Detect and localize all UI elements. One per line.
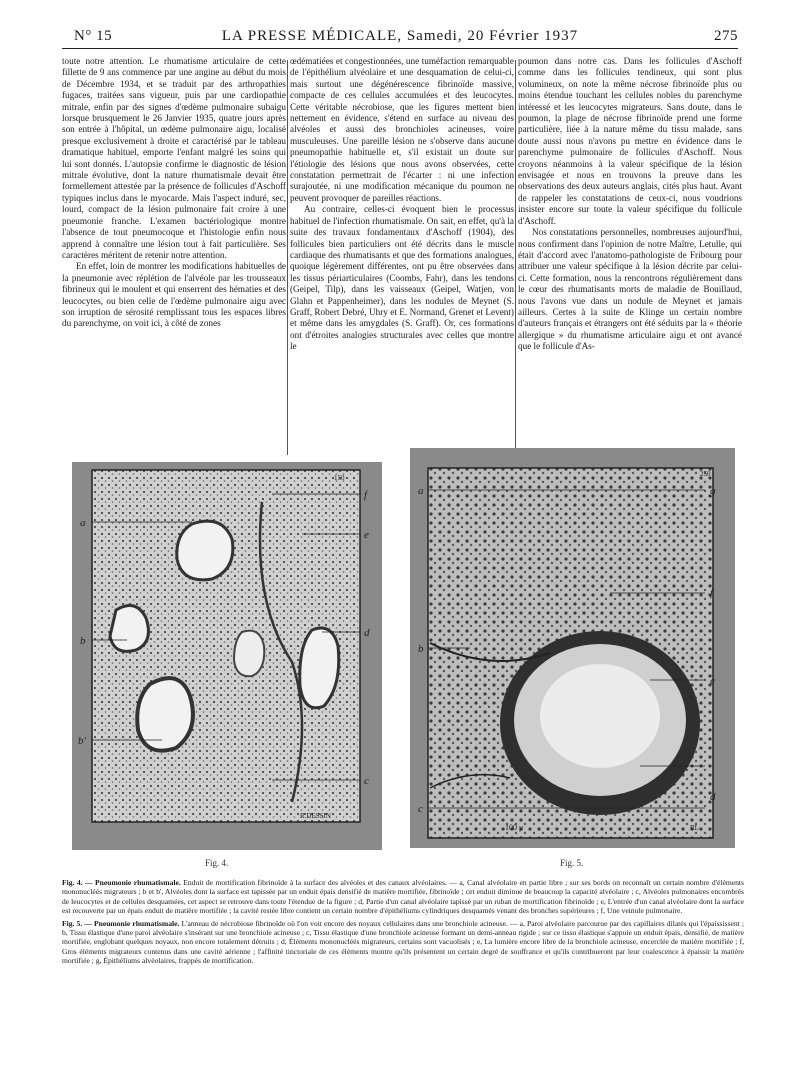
paragraph: En effet, loin de montrer les modifications habituelles de la pneumonie avec réplétion de l'alvéole par les trousseaux fibrineux qui le moulent et qui enserrent des hématies et des leucocytes, ou bien celle de l'œdème pulmonaire aigu avec son irruption de sérosité remplissant tous les espaces libres du parenchyme, on voit ici, à côté de zones (62, 261, 286, 329)
figure-5-scale-note: 100 μ (505, 823, 524, 832)
column-divider (287, 60, 288, 455)
journal-title: LA PRESSE MÉDICALE, Samedi, 20 Février 1937 (221, 28, 579, 44)
text-column-2 (290, 56, 514, 353)
figure-4-letter: a (80, 517, 86, 529)
figure-4-letter: c (364, 775, 369, 787)
figure-5-letter: g (710, 485, 716, 497)
figure-5-signature: RL (690, 824, 699, 832)
figure-4-scale-note: 150 (334, 474, 345, 482)
figure-4-caption-text: Enduit de mortification fibrinoïde à la surface des alvéoles et des canaux alvéolaires. — a, Canal alvéolaire en partie libre ; sur ses bords on reconnaît un certain nombre d'éléments mononucléés migrateurs ; b et b', Alvéoles dont la surface est tapissée par un enduit épais densifié de matière mortifiée, fibrinoïde ; cet enduit diminue de beaucoup la capacité alvéolaire ; c, Alvéoles pulmonaires encombrés de leucocytes et de cellules desquamées, cet aspect se retrouve dans toute l'étendue de la figure ; d, Partie d'un canal alvéolaire tapissé par un ruban de mortification fibrinoïde ; e, L'entrée d'un canal alvéolaire dont la surface est recouverte par un épais enduit de matière mortifiée ; la cavité restée libre contient un certain nombre d'épithéliums cylindriques desquamés venant des bronches supérieures ; f, Une veinule pulmonaire. (62, 878, 744, 916)
figure-captions (62, 878, 744, 969)
header-rule (62, 48, 738, 49)
paragraph: Au contraire, celles-ci évoquent bien le processus habituel de l'infection rhumatismale. On sait, en effet, qu'à la suite des travaux fondamentaux d'Aschoff (1904), des follicules bien particuliers ont été décrits dans le muscle cardiaque des rhumatisants et que des formations analogues, quoique légèrement différentes, ont pu être observées dans les tissus périarticulaires (Coombs, Fahr), dans les tendons (Geipel, Tilp), dans les vaisseaux (Geipel, Watjen, von Glahn et Pappenheimer), dans les nodules de Meynet (S. Graff, Robert Debré, Uhry et E. Normand, Grenet et Levent) et même dans les amygdales (S. Graff). Or, ces formations ont d'étroites analogies structurales avec celles que montre le (290, 204, 514, 352)
figure-5-letter: d (710, 791, 716, 803)
figure-5-letter: f (710, 587, 714, 599)
paragraph: Nos constatations personnelles, nombreuses aujourd'hui, nous confirment dans l'opinion de notre Maître, Letulle, qui était d'accord avec l'anatomo-pathologiste de Fribourg pour attribuer une valeur spécifique à la lésion décrite par celui-ci. Cette formation, nous la rencontrons régulièrement dans le cœur des rhumatisants morts de maladie de Bouillaud, nous l'avons vue dans un nodule de Meynet et jamais ailleurs. Certes à la suite de Klinge un certain nombre d'auteurs français et étrangers ont été séduits par la « théorie allergique » du rhumatisme articulaire aigu et ont avancé que le follicule d'As- (518, 227, 742, 352)
figure-4-caption-lead: Fig. 4. — Pneumonie rhumatismale. (62, 878, 181, 887)
paragraph: toute notre attention. Le rhumatisme articulaire de cette fillette de 9 ans commence par une angine au début du mois de Décembre 1934, et se traduit par des arthropathies fugaces, traitées sans vigueur, puis par une cardiopathie mitrale, enfin par des signes d'œdème pulmonaire subaigu lorsque brusquement le 26 Janvier 1935, quatre jours après son entrée à l'hôpital, un œdème pulmonaire aigu, localisé presque exclusivement à droite et caractérisé par le tableau dramatique habituel, emporte l'enfant malgré les soins qui lui sont donnés. L'autopsie confirme le diagnostic de lésion mitrale évolutive, dont la nature rhumatismale devait être formellement attestée par la présence de follicules d'Aschoff typiques inclus dans le myocarde. Mais l'aspect induré, sec, lourd, compact de la lésion pulmonaire fait croire à une pneumonie franche. L'examen bactériologique montre l'absence de tout pneumocoque et l'histologie enfin nous apprend à connaître une lésion tout à fait particulière. Ses caractères méritent de retenir notre attention. (62, 56, 286, 260)
figure-4-label: Fig. 4. (205, 858, 229, 868)
issue-number: N° 15 (74, 28, 113, 44)
text-column-1 (62, 56, 286, 330)
figure-4-micrograph (72, 462, 382, 850)
figure-4-signature: R.DESSIN (300, 812, 331, 820)
figure-5-corner-note: 250 (700, 470, 711, 478)
figure-4-drawing (72, 462, 382, 850)
figure-5-label: Fig. 5. (560, 858, 584, 868)
page-header (62, 22, 738, 48)
figure-5-micrograph (410, 448, 735, 848)
column-divider (515, 60, 516, 455)
figure-5-letter: e (710, 675, 715, 687)
figure-4-letter: b (80, 635, 86, 647)
figure-5-caption-text: L'anneau de nécrobiose fibrinoïde où l'on voit encore des noyaux cellulaires dans une bronchiole acineuse. — a, Paroi alvéolaire parcourue par des capillaires dilatés qui l'épaississent ; b, Tissu élastique d'une paroi alvéolaire s'insérant sur une bronchiole acineuse ; c, Tissu élastique d'une bronchiole acineuse formant un demi-anneau rigide ; sur ce tissu élastique s'appuie un enduit épais, densifié, de matière mortifiée, englobant quelques noyaux, non encore totalement détruits ; d, Éléments mononucléés migrateurs, certains sont vacuolisés ; e, La lumière encore libre de la bronchiole acineuse, encerclée de matière mortifiée ; f, Gros éléments migrateurs contenus dans une cavité aérienne ; l'affinité tinctoriale de ces éléments montre qu'ils présentent un certain degré de souffrance et qu'ils contribueront par leur coalescence à épaissir la matière mortifiée ; g, Épithéliums alvéolaires, frappés de mortification. (62, 918, 744, 966)
figure-4-letter: e (364, 529, 369, 541)
figure-5-letter: b (418, 643, 424, 655)
figure-4-letter: b' (78, 735, 86, 747)
figure-4-letter: f (364, 489, 368, 501)
figure-5-caption (62, 919, 744, 966)
figure-4-letter: d (364, 627, 370, 639)
figure-5-drawing (410, 448, 735, 848)
paragraph: œdématiées et congestionnées, une tuméfaction remarquable de l'épithélium alvéolaire et une desquamation de celui-ci, mais surtout une dégénérescence fibrinoïde massive, compacte de ces cellules accumulées et des leucocytes. Cette véritable nécrobiose, que les figures mettent bien nettement en évidence, s'étend en surface au niveau des alvéoles et aussi des bronchioles acineuses, voire musculeuses. Une pareille lésion ne s'observe dans aucune pneumopathie habituelle et, s'il existait un doute sur l'étiologie des lésions que nous avons observées, cette constatation permettrait de l'écarter : ni une infection surajoutée, ni une modification mécanique du poumon ne peuvent provoquer de pareilles réactions. (290, 56, 514, 203)
figure-4-caption (62, 878, 744, 916)
page-number: 275 (714, 28, 738, 44)
paragraph: poumon dans notre cas. Dans les follicules d'Aschoff comme dans les follicules tendineux, qui sont plus volumineux, on note la même nécrose fibrinoïde plus ou moins étendue touchant les cellules nobles du parenchyme intéressé et les leucocytes migrateurs. Sans doute, dans le poumon, la plage de nécrose fibrinoïde prend une forme particulière, liée à la nature même du tissu malade, sans doute aussi nous n'avons pu mettre en évidence dans le parenchyme pulmonaire de follicules d'Aschoff. Nous croyons néanmoins à la valeur spécifique de la lésion envisagée et nous en trouvons la preuve dans les observations des deux auteurs anglais, cités plus haut. Avant de rappeler les constatations de ceux-ci, nous voudrions insister encore sur toute la valeur spécifique du follicule d'Aschoff. (518, 56, 742, 226)
text-column-3 (518, 56, 742, 353)
figure-5-letter: a (418, 485, 424, 497)
figure-5-caption-lead: Fig. 5. — Pneumonie rhumatismale. (62, 918, 180, 928)
figure-5-letter: c (418, 803, 423, 815)
